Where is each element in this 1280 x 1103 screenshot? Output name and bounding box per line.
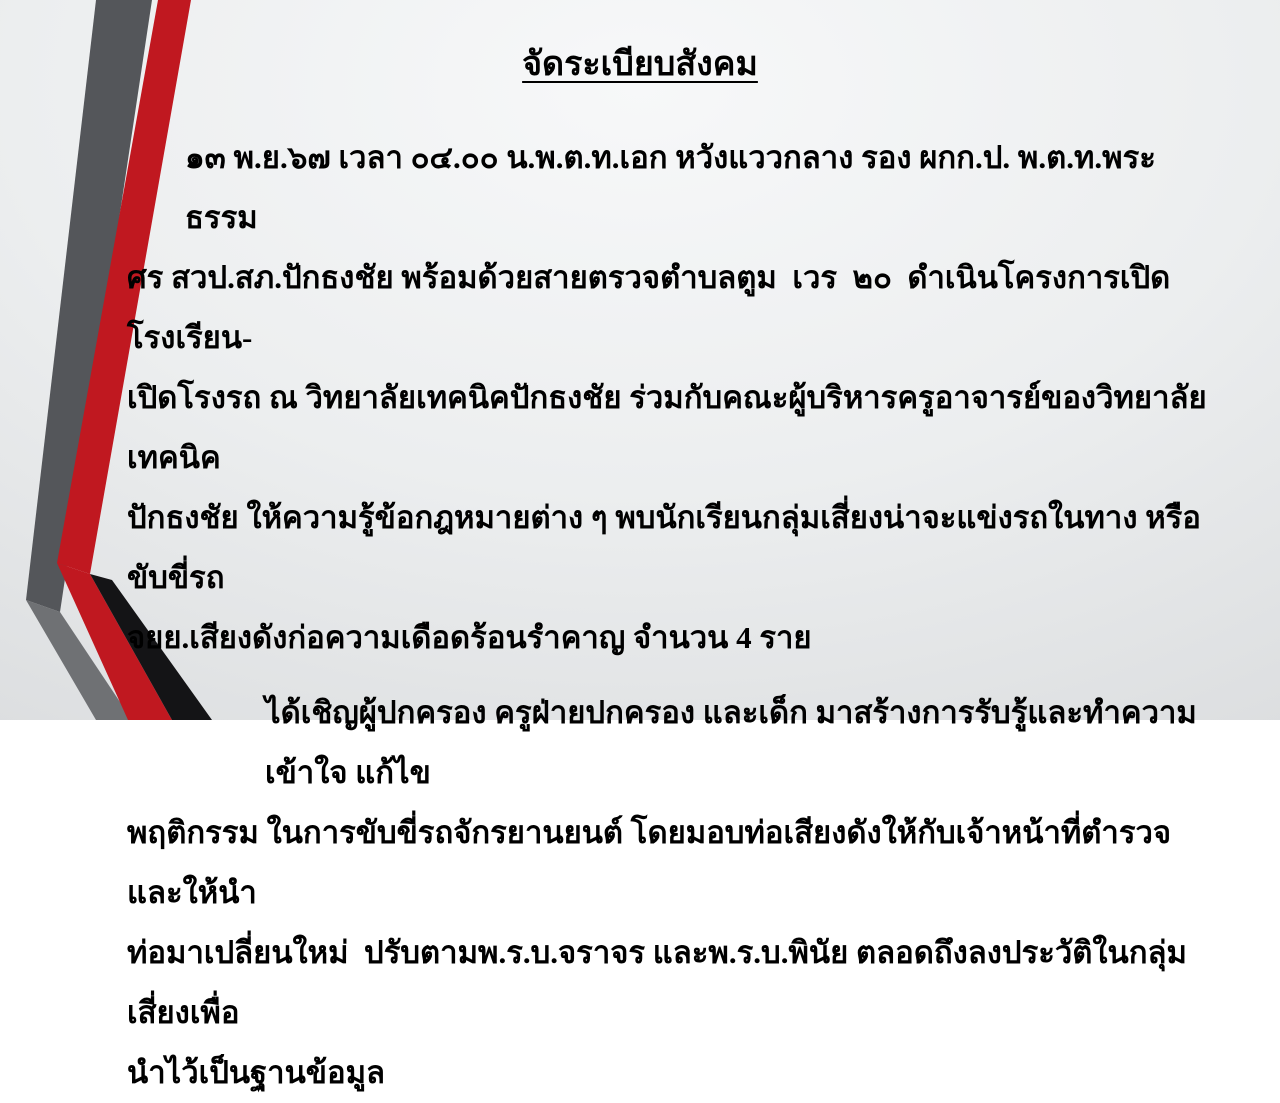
paragraph-2-line-1: ได้เชิญผู้ปกครอง ครูฝ่ายปกครอง และเด็ก มาสร้างการรับรู้และทำความเข้าใจ แก้ไข [265,695,1197,790]
paragraph-2-line-2: พฤติกรรม ในการขับขี่รถจักรยานยนต์ โดยมอบท่อเสียงดังให้กับเจ้าหน้าที่ตำรวจ และให้นำ [127,815,1187,910]
paragraph-1-line-5: จยย.เสียงดังก่อความเดือดร้อนรำคาญ จำนวน 4 ราย [127,620,812,655]
paragraph-1-line-3: เปิดโรงรถ ณ วิทยาลัยเทคนิคปักธงชัย ร่วมกับคณะผู้บริหารครูอาจารย์ของวิทยาลัยเทคนิค [127,380,1207,475]
paragraph-1-line-2: ศร สวป.สภ.ปักธงชัย พร้อมด้วยสายตรวจตำบลตูม เวร ๒๐ ดำเนินโครงการเปิดโรงเรียน- [127,260,1171,355]
slide-body [127,128,1227,1103]
paragraph-1 [127,128,1227,668]
paragraph-2 [127,683,1227,1103]
slide-title: จัดระเบียบสังคม [522,46,758,83]
paragraph-2-line-3: ท่อมาเปลี่ยนใหม่ ปรับตามพ.ร.บ.จราจร และพ.ร.บ.พินัย ตลอดถึงลงประวัติในกลุ่มเสี่ยงเพื่อ [127,935,1187,1030]
paragraph-2-line-4: นำไว้เป็นฐานข้อมูล [127,1055,386,1090]
paragraph-1-line-1: ๑๓ พ.ย.๖๗ เวลา ๐๔.๐๐ น.พ.ต.ท.เอก หวังแววกลาง รอง ผกก.ป. พ.ต.ท.พระ ธรรม [185,140,1172,235]
paragraph-1-line-4: ปักธงชัย ให้ความรู้ข้อกฎหมายต่าง ๆ พบนักเรียนกลุ่มเสี่ยงน่าจะแข่งรถในทาง หรือ ขับขี่รถ [127,500,1209,595]
